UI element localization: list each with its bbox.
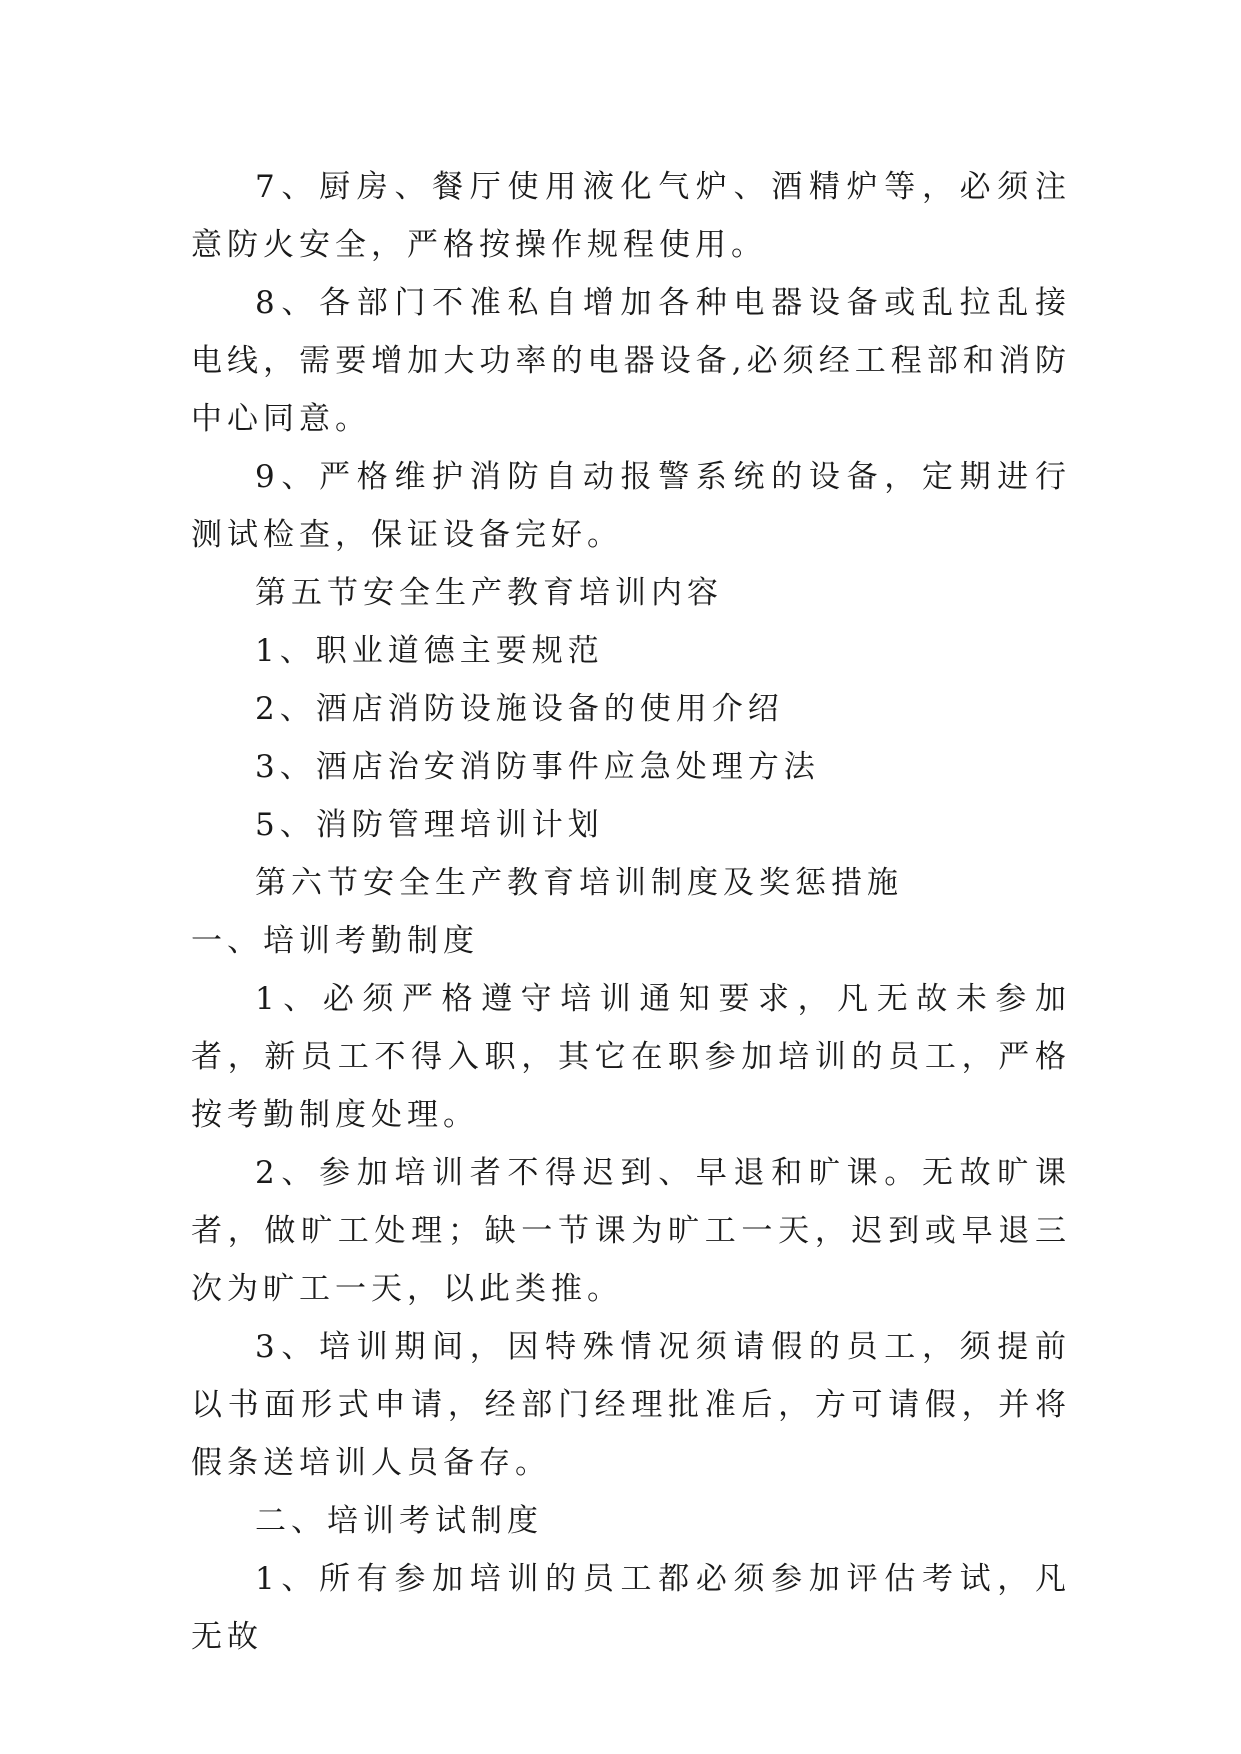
subheading-attendance: 一、培训考勤制度 [191,923,479,959]
list-item-fire-equipment: 2、酒店消防设施设备的使用介绍 [255,691,784,727]
paragraph-electrical-equipment: 8、各部门不准私自增加各种电器设备或乱拉乱接电线，需要增加大功率的电器设备,必须经工程部和消防中心同意。 [191,285,1071,437]
paragraph-attendance-rule-1: 1、必须严格遵守培训通知要求，凡无故未参加者，新员工不得入职，其它在职参加培训的员工，严格按考勤制度处理。 [191,981,1071,1133]
paragraph-exam-rule-1: 1、所有参加培训的员工都必须参加评估考试，凡无故 [191,1561,1071,1655]
list-item-training-plan: 5、消防管理培训计划 [255,807,604,843]
paragraph-attendance-rule-2: 2、参加培训者不得迟到、早退和旷课。无故旷课者，做旷工处理；缺一节课为旷工一天，迟到或早退三次为旷工一天，以此类推。 [191,1155,1071,1307]
section-heading-training-rules: 第六节安全生产教育培训制度及奖惩措施 [255,865,903,901]
paragraph-fire-safety-kitchen: 7、厨房、餐厅使用液化气炉、酒精炉等，必须注意防火安全，严格按操作规程使用。 [191,169,1071,263]
list-item-ethics: 1、职业道德主要规范 [255,633,604,669]
document-body [191,158,1071,1666]
section-heading-training-content: 第五节安全生产教育培训内容 [255,575,723,611]
paragraph-alarm-system: 9、严格维护消防自动报警系统的设备，定期进行测试检查，保证设备完好。 [191,459,1071,553]
list-item-emergency-handling: 3、酒店治安消防事件应急处理方法 [255,749,820,785]
subheading-exam: 二、培训考试制度 [255,1503,543,1539]
paragraph-attendance-rule-3: 3、培训期间，因特殊情况须请假的员工，须提前以书面形式申请，经部门经理批准后，方可请假，并将假条送培训人员备存。 [191,1329,1071,1481]
